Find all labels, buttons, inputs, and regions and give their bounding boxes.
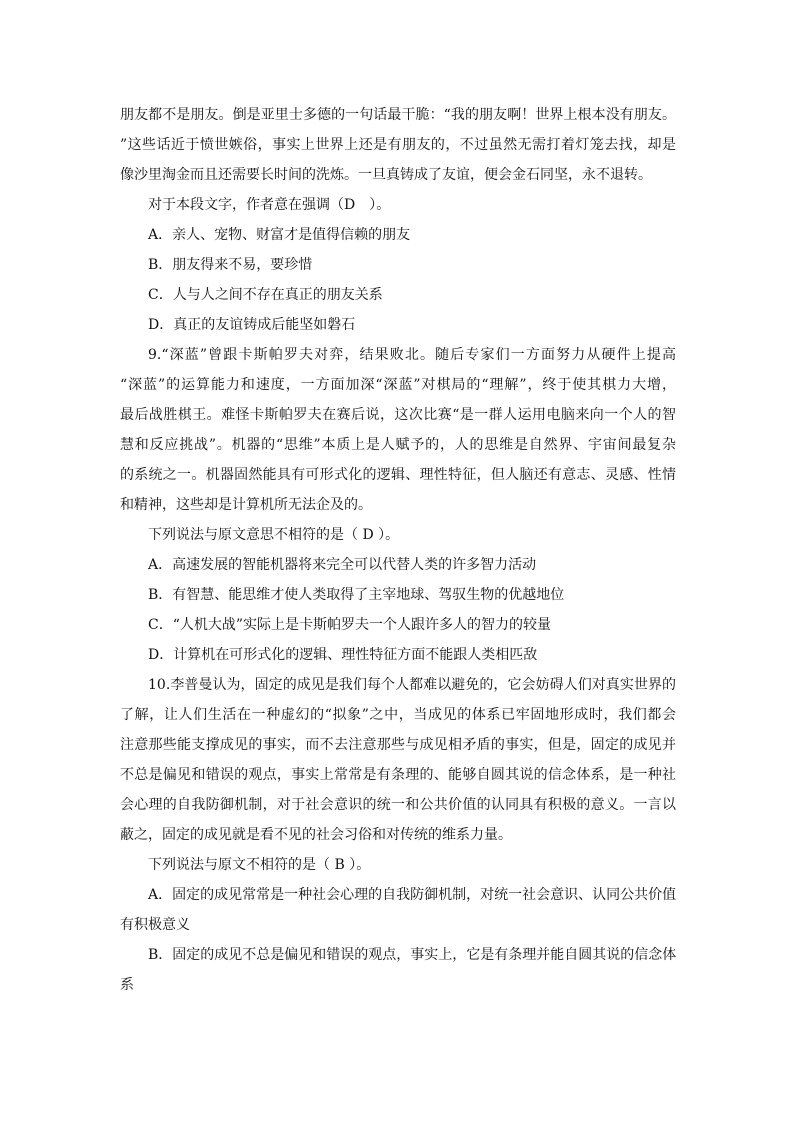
passage-9-line-3: 最后战胜棋王。难怪卡斯帕罗夫在赛后说，这次比赛“是一群人运用电脑来向一个人的智 bbox=[120, 407, 676, 423]
question-8-stem: 对于本段文字，作者意在强调（D ）。 bbox=[148, 197, 391, 213]
passage-10-line-5: 会心理的自我防御机制，对于社会意识的统一和公共价值的认同具有积极的意义。一言以 bbox=[120, 797, 676, 813]
passage-8-line-2: ”这些话近于愤世嫉俗，事实上世界上还是有朋友的，不过虽然无需打着灯笼去找，却是 bbox=[120, 137, 676, 153]
passage-10-line-6: 蔽之，固定的成见就是看不见的社会习俗和对传统的维系力量。 bbox=[120, 827, 512, 843]
passage-8-line-1: 朋友都不是朋友。倒是亚里士多德的一句话最干脆：“我的朋友啊！世界上根本没有朋友。 bbox=[120, 107, 676, 123]
question-10-option-b-line-2: 系 bbox=[120, 977, 134, 993]
question-10-option-b-line-1: B．固定的成见不总是偏见和错误的观点，事实上，它是有条理并能自圆其说的信念体 bbox=[148, 947, 677, 963]
question-9-option-b: B．有智慧、能思维才使人类取得了主宰地球、驾驭生物的优越地位 bbox=[148, 587, 565, 603]
passage-10-line-4: 不总是偏见和错误的观点，事实上常常是有条理的、能够自圆其说的信念体系，是一种社 bbox=[120, 767, 676, 783]
passage-8-line-3: 像沙里淘金而且还需要长时间的洗炼。一旦真铸成了友谊，便会金石同坚，永不退转。 bbox=[120, 167, 652, 183]
question-8-option-d: D．真正的友谊铸成后能坚如磐石 bbox=[148, 317, 356, 333]
document-body bbox=[120, 100, 676, 1000]
question-10-option-a-line-2: 有积极意义 bbox=[120, 917, 190, 933]
question-10-stem: 下列说法与原文不相符的是（ B ）。 bbox=[148, 857, 371, 873]
passage-10-line-2: 了解，让人们生活在一种虚幻的“拟象”之中，当成见的体系已牢固地形成时，我们都会 bbox=[120, 707, 676, 723]
passage-9-line-5: 的系统之一。机器固然能具有可形式化的逻辑、理性特征，但人脑还有意志、灵感、性情 bbox=[120, 467, 676, 483]
question-9-stem: 下列说法与原文意思不相符的是（ D ）。 bbox=[148, 527, 400, 543]
passage-10-line-1: 10.李普曼认为，固定的成见是我们每个人都难以避免的，它会妨碍人们对真实世界的 bbox=[148, 677, 676, 693]
question-8-option-a: A．亲人、宠物、财富才是值得信赖的朋友 bbox=[148, 227, 411, 243]
passage-9-line-1: 9.“深蓝”曾跟卡斯帕罗夫对弈，结果败北。随后专家们一方面努力从硬件上提高 bbox=[148, 347, 676, 363]
question-10-option-a-line-1: A．固定的成见常常是一种社会心理的自我防御机制，对统一社会意识、认同公共价值 bbox=[148, 887, 677, 903]
passage-9-line-2: “深蓝”的运算能力和速度，一方面加深“深蓝”对棋局的“理解”，终于使其棋力大增， bbox=[120, 377, 676, 393]
question-8-option-c: C．人与人之间不存在真正的朋友关系 bbox=[148, 287, 383, 303]
question-9-option-d: D．计算机在可形式化的逻辑、理性特征方面不能跟人类相匹敌 bbox=[148, 647, 538, 663]
question-9-option-c: C．“人机大战”实际上是卡斯帕罗夫一个人跟许多人的智力的较量 bbox=[148, 617, 552, 633]
question-9-option-a: A．高速发展的智能机器将来完全可以代替人类的许多智力活动 bbox=[148, 557, 537, 573]
passage-9-line-4: 慧和反应挑战”。机器的“思维”本质上是人赋予的，人的思维是自然界、宇宙间最复杂 bbox=[120, 437, 676, 453]
question-8-option-b: B．朋友得来不易，要珍惜 bbox=[148, 257, 313, 273]
passage-10-line-3: 注意那些能支撑成见的事实，而不去注意那些与成见相矛盾的事实，但是，固定的成见并 bbox=[120, 737, 676, 753]
passage-9-line-6: 和精神，这些却是计算机所无法企及的。 bbox=[120, 497, 372, 513]
